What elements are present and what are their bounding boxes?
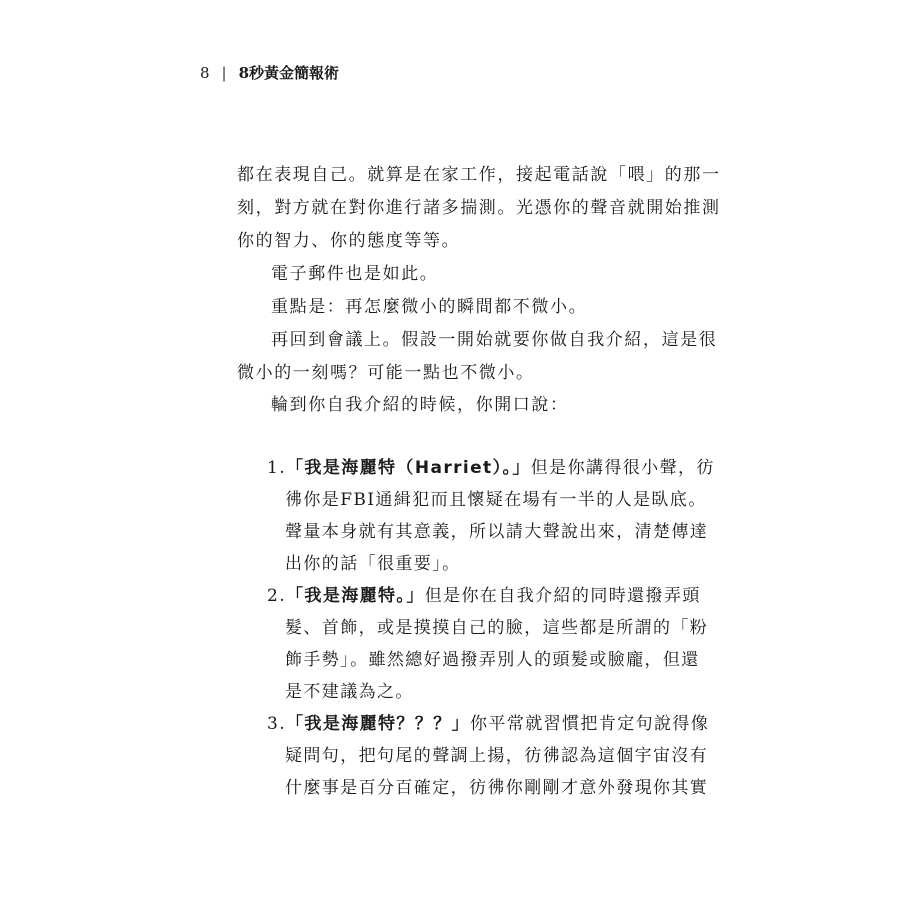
list-line: 疑問句，把句尾的聲調上揚，彷彿認為這個宇宙沒有 [285,746,709,766]
book-title: 8秒黃金簡報術 [238,64,340,82]
list-line: 出你的話「很重要」。 [285,554,461,574]
header-separator: | [221,63,227,82]
list-item [267,581,701,606]
list-line: 飾手勢」。雖然總好過撥弄別人的頭髮或臉龐，但還 [285,650,700,670]
list-number: 1. [267,458,287,478]
body-line: 再回到會議上。假設一開始就要你做自我介紹，這是很 [271,330,718,350]
list-line: 什麼事是百分百確定，彷彿你剛剛才意外發現你其實 [285,778,709,798]
page-number: 8 [200,63,210,82]
list-line: 髮、首飾，或是摸摸自己的臉，這些都是所謂的「粉 [285,618,709,638]
body-line: 輪到你自我介紹的時候，你開口說： [271,395,569,415]
list-number: 3. [267,714,287,734]
body-line: 電子郵件也是如此。 [271,264,439,284]
list-text: 你平常就習慣把肯定句說得像 [470,714,710,734]
running-header [200,62,339,83]
list-quote: 「我是海麗特。」 [286,586,425,606]
list-text: 但是你在自我介紹的同時還撥弄頭 [424,586,701,606]
list-quote: 「我是海麗特？？？」 [286,714,471,734]
list-text: 但是你講得很小聲，彷 [530,458,715,478]
list-item [267,453,715,478]
list-item [267,709,709,734]
body-line: 你的智力、你的態度等等。 [237,231,461,251]
body-line: 重點是：再怎麼微小的瞬間都不微小。 [271,297,588,317]
list-number: 2. [267,586,287,606]
list-line: 聲量本身就有其意義，所以請大聲說出來，清楚傳達 [285,522,709,542]
list-quote: 「我是海麗特（Harriet）。」 [286,458,531,478]
body-line: 微小的一刻嗎？可能一點也不微小。 [237,363,535,383]
list-line: 是不建議為之。 [285,682,414,702]
body-line: 都在表現自己。就算是在家工作，接起電話說「喂」的那一 [237,165,721,185]
list-line: 彿你是FBI通緝犯而且懷疑在場有一半的人是臥底。 [285,490,707,510]
body-line: 刻，對方就在對你進行諸多揣測。光憑你的聲音就開始推測 [237,198,721,218]
